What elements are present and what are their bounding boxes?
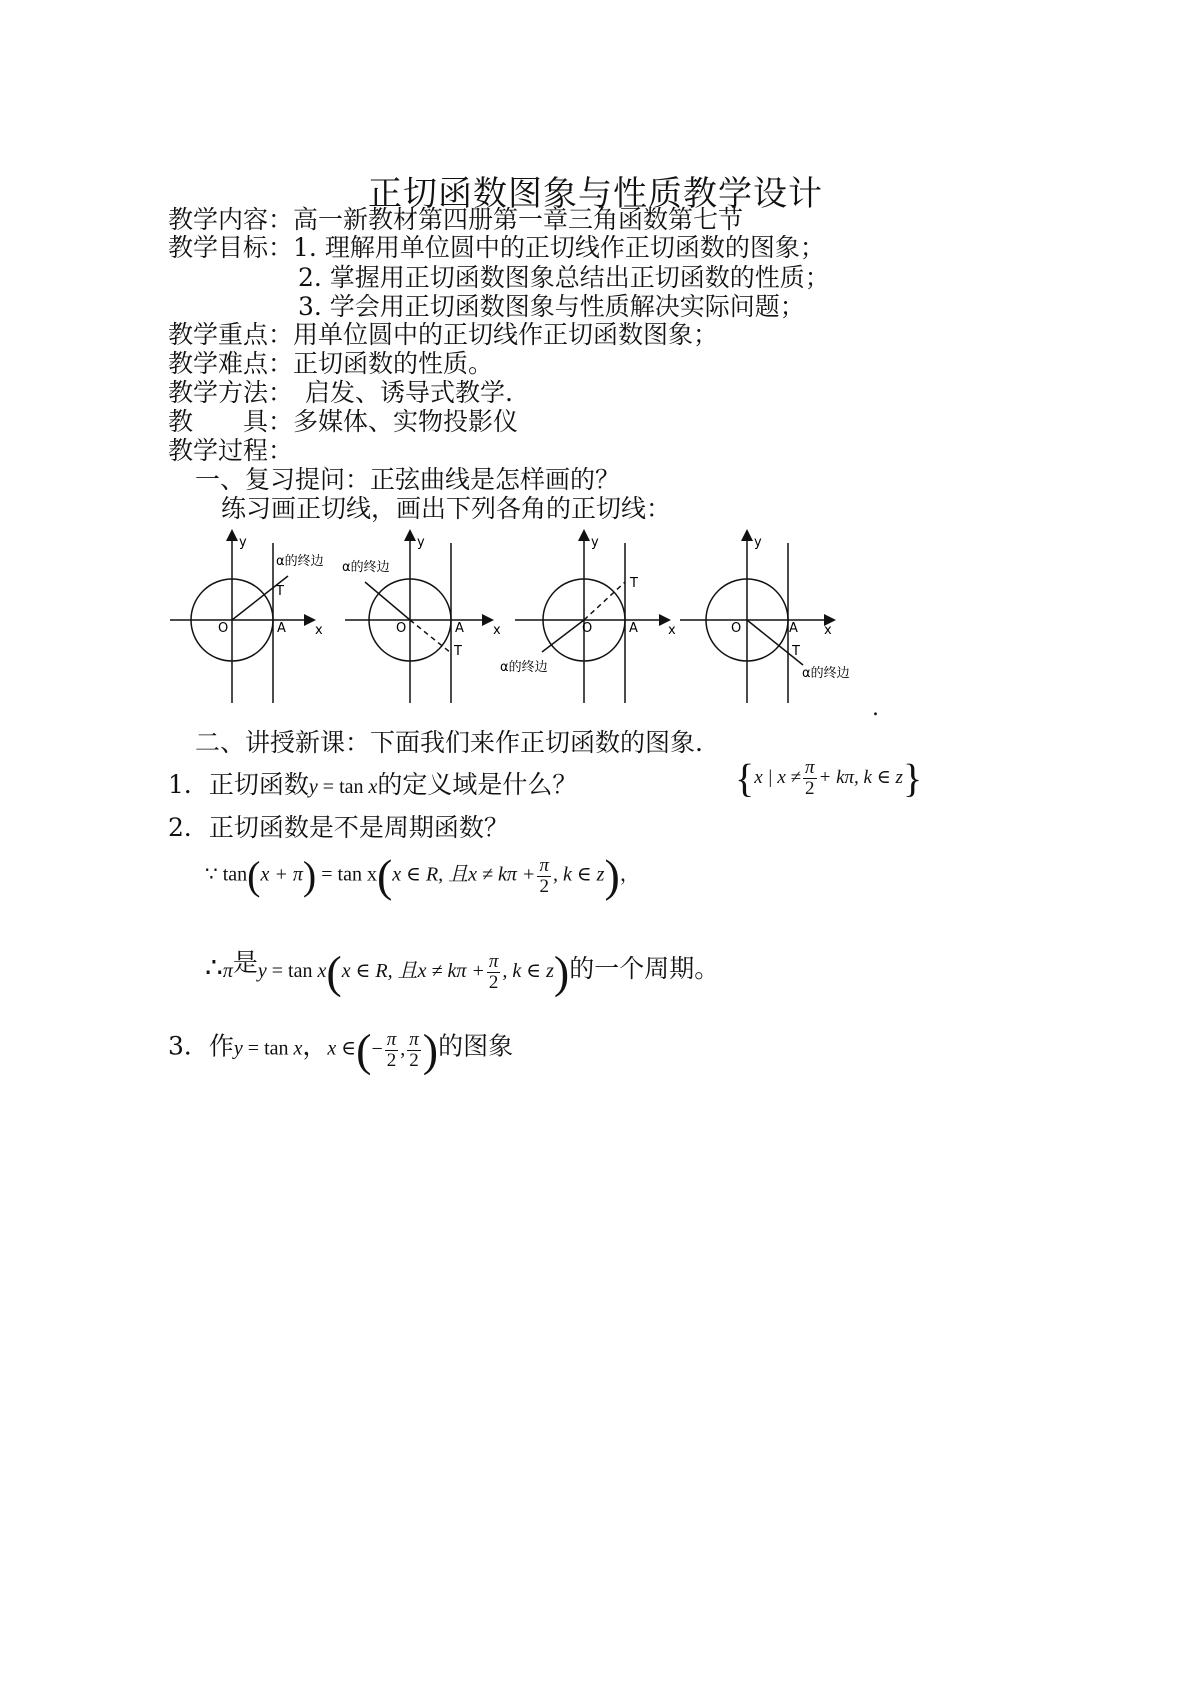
x-plus-pi: x + π <box>260 863 303 886</box>
therefore-symbol: ∴ <box>205 953 223 984</box>
point-t-label: T <box>792 644 800 659</box>
terminal-side-label: α的终边 <box>500 660 548 675</box>
condition-left: x ∈ R, 且x ≠ kπ + <box>392 863 536 886</box>
diagram-4 <box>680 535 850 703</box>
q1-prefix: 1．正切函数 <box>168 770 309 799</box>
point-t-label: T <box>454 644 462 659</box>
y-axis-label: y <box>239 535 247 550</box>
difficulty-label: 教学难点： <box>168 349 294 378</box>
key-point-value: 用单位圆中的正切线作正切函数图象； <box>293 320 719 349</box>
diagram-2 <box>342 535 501 703</box>
teaching-goals-row <box>168 233 825 263</box>
y-axis-label: y <box>417 535 425 550</box>
terminal-side-label: α的终边 <box>802 666 850 681</box>
teaching-goals-label: 教学目标： <box>168 233 294 262</box>
point-a-label: A <box>277 621 286 636</box>
page-title: 正切函数图象与性质教学设计 <box>368 174 823 214</box>
point-t-label: T <box>276 584 284 599</box>
key-point-label: 教学重点： <box>168 320 294 349</box>
diagram-1 <box>170 535 324 703</box>
condition-right: , k ∈ z <box>552 863 605 886</box>
x-axis-label: x <box>493 623 501 638</box>
tools-row <box>168 407 518 437</box>
q1-suffix: 的定义域是什么？ <box>377 770 578 799</box>
difficulty-row <box>168 349 493 379</box>
terminal-side-label: α的终边 <box>342 560 390 575</box>
tools-value: 多媒体、实物投影仪 <box>293 407 519 436</box>
difficulty-value: 正切函数的性质。 <box>293 349 494 378</box>
process-label: 教学过程： <box>168 436 294 465</box>
goal-3: 3. 学会用正切函数图象与性质解决实际问题； <box>298 292 805 321</box>
point-t-label: T <box>630 576 638 591</box>
teaching-content-label: 教学内容： <box>168 205 294 234</box>
origin-label: O <box>218 621 229 636</box>
y-axis-label: y <box>591 535 599 550</box>
math-x: x <box>368 776 378 798</box>
pi-over-2: $\frac{\pi}{2}$ <box>804 757 815 799</box>
stray-dot: . <box>872 696 879 721</box>
teaching-content-value: 高一新教材第四册第一章三角函数第七节 <box>293 205 744 234</box>
origin-label: O <box>731 621 742 636</box>
section1-heading: 一、复习提问：正弦曲线是怎样画的？ <box>195 465 621 494</box>
point-a-label: A <box>789 621 798 636</box>
point-a-label: A <box>455 621 464 636</box>
terminal-side-label: α的终边 <box>276 554 324 569</box>
question-1 <box>168 770 577 802</box>
math-y: y <box>308 776 318 798</box>
diagram-3 <box>500 535 676 703</box>
x-axis-label: x <box>315 623 323 638</box>
math-eq-tan: = tan <box>317 776 369 798</box>
domain-rest: + kπ, k ∈ z <box>818 766 903 788</box>
question-2: 2．正切函数是不是周期函数？ <box>168 813 509 842</box>
tools-label: 教 具： <box>168 407 294 436</box>
period-conclusion: ∴π是y = tan x(x ∈ R, 且x ≠ kπ + $\frac{\pi}{2}$ , k ∈ z)的一个周期。 <box>205 946 720 998</box>
point-a-label: A <box>629 621 638 636</box>
x-axis-label: x <box>824 623 832 638</box>
y-axis-label: y <box>754 535 762 550</box>
question-3: 3．作y = tan x，x ∈(− $\frac{\pi}{2}$ , $\frac{\pi}{2}$ )的图象 <box>168 1024 514 1075</box>
section1-practice: 练习画正切线，画出下列各角的正切线： <box>221 494 672 523</box>
goal-2: 2. 掌握用正切函数图象总结出正切函数的性质； <box>298 263 830 292</box>
domain-answer: {x | x ≠ $\frac{\pi}{2}$ + kπ, k ∈ z} <box>735 755 923 801</box>
eq-tan-x: = tan x <box>316 863 377 886</box>
domain-set: x | x ≠ <box>754 766 801 788</box>
method-label: 教学方法： <box>168 378 294 407</box>
tangent-line-diagrams <box>160 525 880 715</box>
origin-label: O <box>582 621 593 636</box>
goal-1: 1. 理解用单位圆中的正切线作正切函数的图象； <box>293 233 825 262</box>
origin-label: O <box>396 621 407 636</box>
period-statement: ∵ tan(x + π) = tan x(x ∈ R, 且x ≠ kπ + $\frac{\pi}{2}$ , k ∈ z)， <box>205 850 640 901</box>
x-axis-label: x <box>668 623 676 638</box>
key-point-row <box>168 320 718 350</box>
section2-heading: 二、讲授新课：下面我们来作正切函数的图象. <box>195 728 703 757</box>
because-symbol: ∵ <box>205 863 218 886</box>
teaching-content-row <box>168 205 743 235</box>
method-row <box>168 378 513 408</box>
method-value: 启发、诱导式教学. <box>305 378 513 407</box>
